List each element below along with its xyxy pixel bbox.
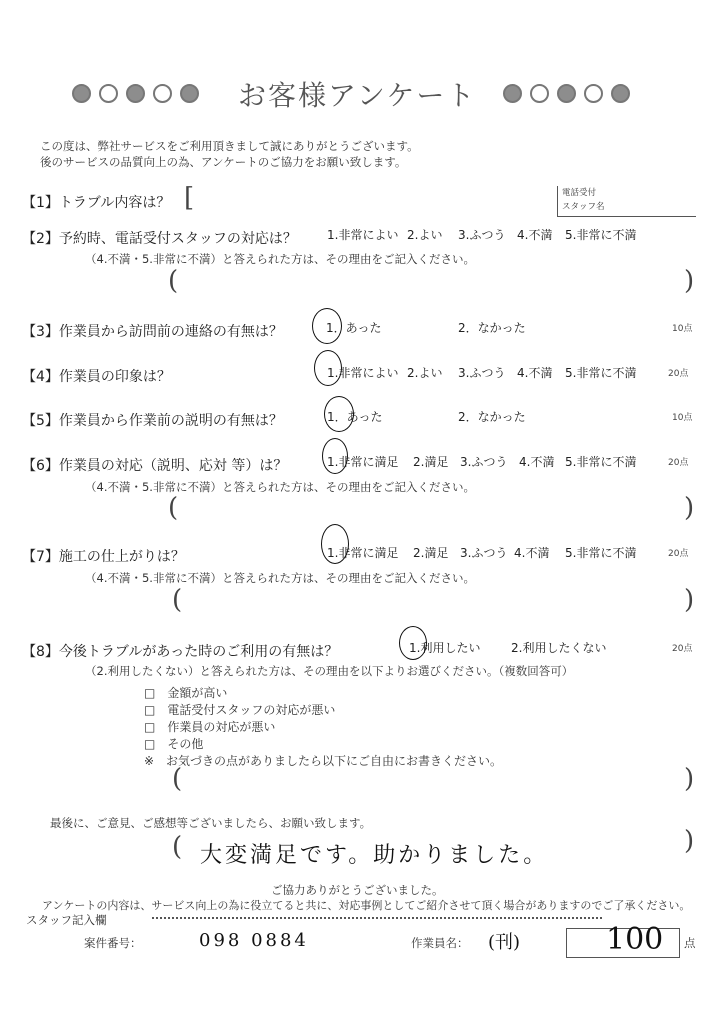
q8-label: 【8】今後トラブルがあった時のご利用の有無は？ xyxy=(22,644,339,660)
q2-note: （4.不満・5.非常に不満）と答えられた方は、その理由をご記入ください。 xyxy=(85,252,475,266)
final-answer[interactable]: 大変満足です。助かりました。 xyxy=(200,843,549,868)
final-prompt: 最後に、ご意見、ご感想等ございましたら、お願い致します。 xyxy=(50,816,372,830)
circle-icon xyxy=(530,84,549,103)
q2-option-2[interactable]: 2.よい xyxy=(407,228,443,242)
circle-icon xyxy=(153,84,172,103)
q8-free-note: ※ お気づきの点がありましたら以下にご自由にお書きください。 xyxy=(144,754,503,768)
q7-option-5[interactable]: 5.非常に不満 xyxy=(565,546,637,560)
final-bracket-right: ) xyxy=(684,826,695,856)
case-number-value[interactable]: 098 0884 xyxy=(199,930,309,951)
answer-circle-icon xyxy=(399,626,427,660)
q2-option-4[interactable]: 4.不満 xyxy=(517,228,553,242)
answer-circle-icon xyxy=(312,308,342,344)
score-value[interactable]: 100 xyxy=(606,922,664,957)
q8-check-1[interactable]: □ 金額が高い xyxy=(144,686,228,700)
intro-line-2: 後のサービスの品質向上の為、アンケートのご協力をお願い致します。 xyxy=(40,155,407,169)
q7-option-1[interactable]: 1.非常に満足 xyxy=(327,546,399,560)
footer-note: アンケートの内容は、サービス向上の為に役立てると共に、対応事例としてご紹介させて頂く場合がありますのでご了承ください。 xyxy=(42,899,691,912)
staff-label-1: 電話受付 xyxy=(562,188,597,198)
dot-icon xyxy=(611,84,630,103)
q6-points: 20点 xyxy=(668,458,689,468)
q8-check-2[interactable]: □ 電話受付スタッフの対応が悪い xyxy=(144,703,336,717)
q8-bracket-left: ( xyxy=(172,764,183,794)
q8-check-4[interactable]: □ その他 xyxy=(144,737,204,751)
q6-option-3[interactable]: 3.ふつう xyxy=(460,455,508,469)
score-unit: 点 xyxy=(684,936,696,950)
title-dots-right xyxy=(503,84,630,103)
q2-option-3[interactable]: 3.ふつう xyxy=(458,228,506,242)
dot-icon xyxy=(72,84,91,103)
q3-label: 【3】作業員から訪問前の連絡の有無は？ xyxy=(22,324,283,340)
q7-bracket-right: ) xyxy=(684,585,695,615)
q3-points: 10点 xyxy=(672,324,693,334)
q5-label: 【5】作業員から作業前の説明の有無は？ xyxy=(22,413,283,429)
q6-bracket-right: ) xyxy=(684,493,695,523)
staff-field-label: スタッフ記入欄 xyxy=(26,913,107,927)
dot-icon xyxy=(557,84,576,103)
q4-points: 20点 xyxy=(668,369,689,379)
q7-label: 【7】施工の仕上がりは？ xyxy=(22,549,185,565)
q2-option-1[interactable]: 1.非常によい xyxy=(327,228,399,242)
q2-label: 【2】予約時、電話受付スタッフの対応は？ xyxy=(22,231,297,247)
q4-option-3[interactable]: 3.ふつう xyxy=(458,366,506,380)
q6-option-5[interactable]: 5.非常に不満 xyxy=(565,455,637,469)
q2-bracket-left: ( xyxy=(168,266,179,296)
q7-note: （4.不満・5.非常に不満）と答えられた方は、その理由をご記入ください。 xyxy=(85,571,475,585)
q4-option-5[interactable]: 5.非常に不満 xyxy=(565,366,637,380)
staff-field-dotline xyxy=(152,917,602,919)
q4-label: 【4】作業員の印象は？ xyxy=(22,369,171,385)
q3-option-2[interactable]: 2．なかった xyxy=(458,321,526,335)
q8-note: （2.利用したくない）と答えられた方は、その理由を以下よりお選びください。（複数回答可） xyxy=(85,664,574,678)
dot-icon xyxy=(126,84,145,103)
q4-option-1[interactable]: 1.非常によい xyxy=(327,366,399,380)
answer-circle-icon xyxy=(314,350,342,386)
q4-option-4[interactable]: 4.不満 xyxy=(517,366,553,380)
q8-option-2[interactable]: 2.利用したくない xyxy=(511,641,607,655)
q5-points: 10点 xyxy=(672,413,693,423)
q7-points: 20点 xyxy=(668,549,689,559)
circle-icon xyxy=(584,84,603,103)
q8-bracket-right: ) xyxy=(684,764,695,794)
final-bracket-left: ( xyxy=(172,832,183,862)
q6-option-4[interactable]: 4.不満 xyxy=(519,455,555,469)
q1-bracket: [ xyxy=(184,183,195,213)
q8-points: 20点 xyxy=(672,644,693,654)
title-dots-left xyxy=(72,84,199,103)
circle-icon xyxy=(99,84,118,103)
q6-bracket-left: ( xyxy=(168,493,179,523)
worker-name-stamp[interactable]: (刊) xyxy=(488,932,521,953)
answer-circle-icon xyxy=(324,396,354,432)
q6-option-2[interactable]: 2.満足 xyxy=(413,455,449,469)
q1-label: 【1】トラブル内容は？ xyxy=(22,195,171,211)
q3-option-1[interactable]: 1．あった xyxy=(326,321,382,335)
q7-option-3[interactable]: 3.ふつう xyxy=(460,546,508,560)
q7-option-4[interactable]: 4.不満 xyxy=(514,546,550,560)
q6-label: 【6】作業員の対応（説明、応対 等）は？ xyxy=(22,458,288,474)
answer-circle-icon xyxy=(322,438,348,474)
q2-bracket-right: ) xyxy=(684,266,695,296)
q4-option-2[interactable]: 2.よい xyxy=(407,366,443,380)
staff-label-2: スタッフ名 xyxy=(562,202,605,212)
footer-thanks: ご協力ありがとうございました。 xyxy=(271,883,444,897)
answer-circle-icon xyxy=(321,524,349,564)
q5-option-2[interactable]: 2．なかった xyxy=(458,410,526,424)
page-title: お客様アンケート xyxy=(238,79,477,112)
q8-option-1[interactable]: 1.利用したい xyxy=(409,641,481,655)
case-number-label: 案件番号： xyxy=(84,936,142,950)
q7-option-2[interactable]: 2.満足 xyxy=(413,546,449,560)
q5-option-1[interactable]: 1．あった xyxy=(327,410,383,424)
q7-bracket-left: ( xyxy=(172,585,183,615)
dot-icon xyxy=(503,84,522,103)
worker-name-label: 作業員名： xyxy=(411,936,469,950)
intro-line-1: この度は、弊社サービスをご利用頂きまして誠にありがとうございます。 xyxy=(40,139,419,153)
q2-option-5[interactable]: 5.非常に不満 xyxy=(565,228,637,242)
q8-check-3[interactable]: □ 作業員の対応が悪い xyxy=(144,720,276,734)
q6-note: （4.不満・5.非常に不満）と答えられた方は、その理由をご記入ください。 xyxy=(85,480,475,494)
dot-icon xyxy=(180,84,199,103)
q6-option-1[interactable]: 1.非常に満足 xyxy=(327,455,399,469)
